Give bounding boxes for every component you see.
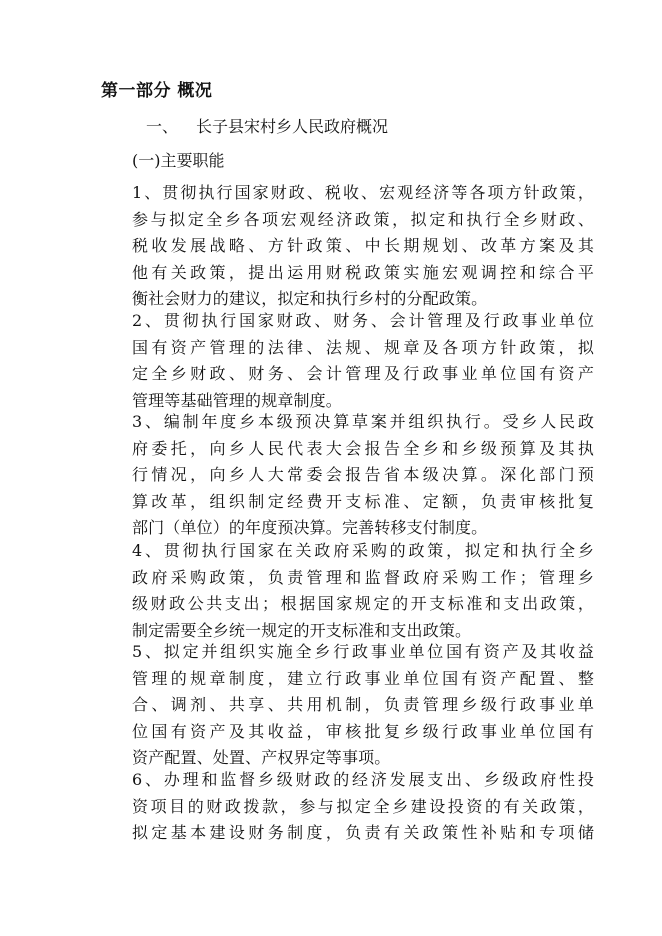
paragraph-3 xyxy=(132,409,594,542)
paragraph-2 xyxy=(132,308,594,414)
paragraph-6 xyxy=(132,767,594,847)
paragraph-line: 管理的规章制度，建立行政事业单位国有资产配置、整 xyxy=(132,668,594,688)
subsection-heading: (一)主要职能 xyxy=(132,151,225,170)
paragraph-line: 合、调剂、共享、共用机制，负责管理乡级行政事业单 xyxy=(132,695,594,714)
paragraph-5 xyxy=(132,639,594,772)
paragraph-line: 4、贯彻执行国家在关政府采购的政策，拟定和执行全乡 xyxy=(132,541,594,560)
paragraph-line: 府委托，向乡人民代表大会报告全乡和乡级预算及其执 xyxy=(132,438,594,458)
section-title-text: 长子县宋村乡人民政府概况 xyxy=(196,117,389,136)
paragraph-line: 1、贯彻执行国家财政、税收、宏观经济等各项方针政策， xyxy=(132,183,594,202)
paragraph-line: 管理等基础管理的规章制度。 xyxy=(132,390,342,410)
section-number: 一、 xyxy=(146,117,179,136)
paragraph-line: 2、贯彻执行国家财政、财务、会计管理及行政事业单位 xyxy=(132,311,594,330)
paragraph-line: 算改革，组织制定经费开支标准、定额，负责审核批复 xyxy=(132,491,594,511)
part-title: 第一部分 概况 xyxy=(101,81,213,101)
paragraph-1 xyxy=(132,180,594,313)
paragraph-line: 定全乡财政、财务、会计管理及行政事业单位国有资产 xyxy=(132,364,594,383)
paragraph-line: 5、拟定并组织实施全乡行政事业单位国有资产及其收益 xyxy=(132,642,594,661)
paragraph-line: 拟定基本建设财务制度，负责有关政策性补贴和专项储 xyxy=(132,823,594,842)
paragraph-line: 税收发展战略、方针政策、中长期规划、改革方案及其 xyxy=(132,236,594,255)
paragraph-line: 部门（单位）的年度预决算。完善转移支付制度。 xyxy=(132,518,488,537)
paragraph-line: 行情况，向乡人大常委会报告省本级决算。深化部门预 xyxy=(132,465,594,484)
paragraph-line: 国有资产管理的法律、法规、规章及各项方针政策，拟 xyxy=(132,337,594,357)
paragraph-line: 3、编制年度乡本级预决算草案并组织执行。受乡人民政 xyxy=(132,412,594,431)
paragraph-line: 衡社会财力的建议，拟定和执行乡村的分配政策。 xyxy=(132,289,488,308)
paragraph-line: 制定需要全乡统一规定的开支标准和支出政策。 xyxy=(132,620,472,640)
paragraph-4 xyxy=(132,538,594,644)
section-heading xyxy=(146,116,388,138)
paragraph-line: 资产配置、处置、产权界定等事项。 xyxy=(132,748,391,767)
paragraph-line: 他有关政策，提出运用财税政策实施宏观调控和综合平 xyxy=(132,262,594,282)
paragraph-line: 资项目的财政拨款，参与拟定全乡建设投资的有关政策， xyxy=(132,796,594,816)
paragraph-line: 位国有资产及其收益，审核批复乡级行政事业单位国有 xyxy=(132,721,594,741)
paragraph-line: 政府采购政策，负责管理和监督政府采购工作；管理乡 xyxy=(132,567,594,587)
paragraph-line: 参与拟定全乡各项宏观经济政策，拟定和执行全乡财政、 xyxy=(132,209,594,229)
paragraph-line: 级财政公共支出；根据国家规定的开支标准和支出政策， xyxy=(132,594,594,613)
paragraph-line: 6、办理和监督乡级财政的经济发展支出、乡级政府性投 xyxy=(132,770,594,789)
